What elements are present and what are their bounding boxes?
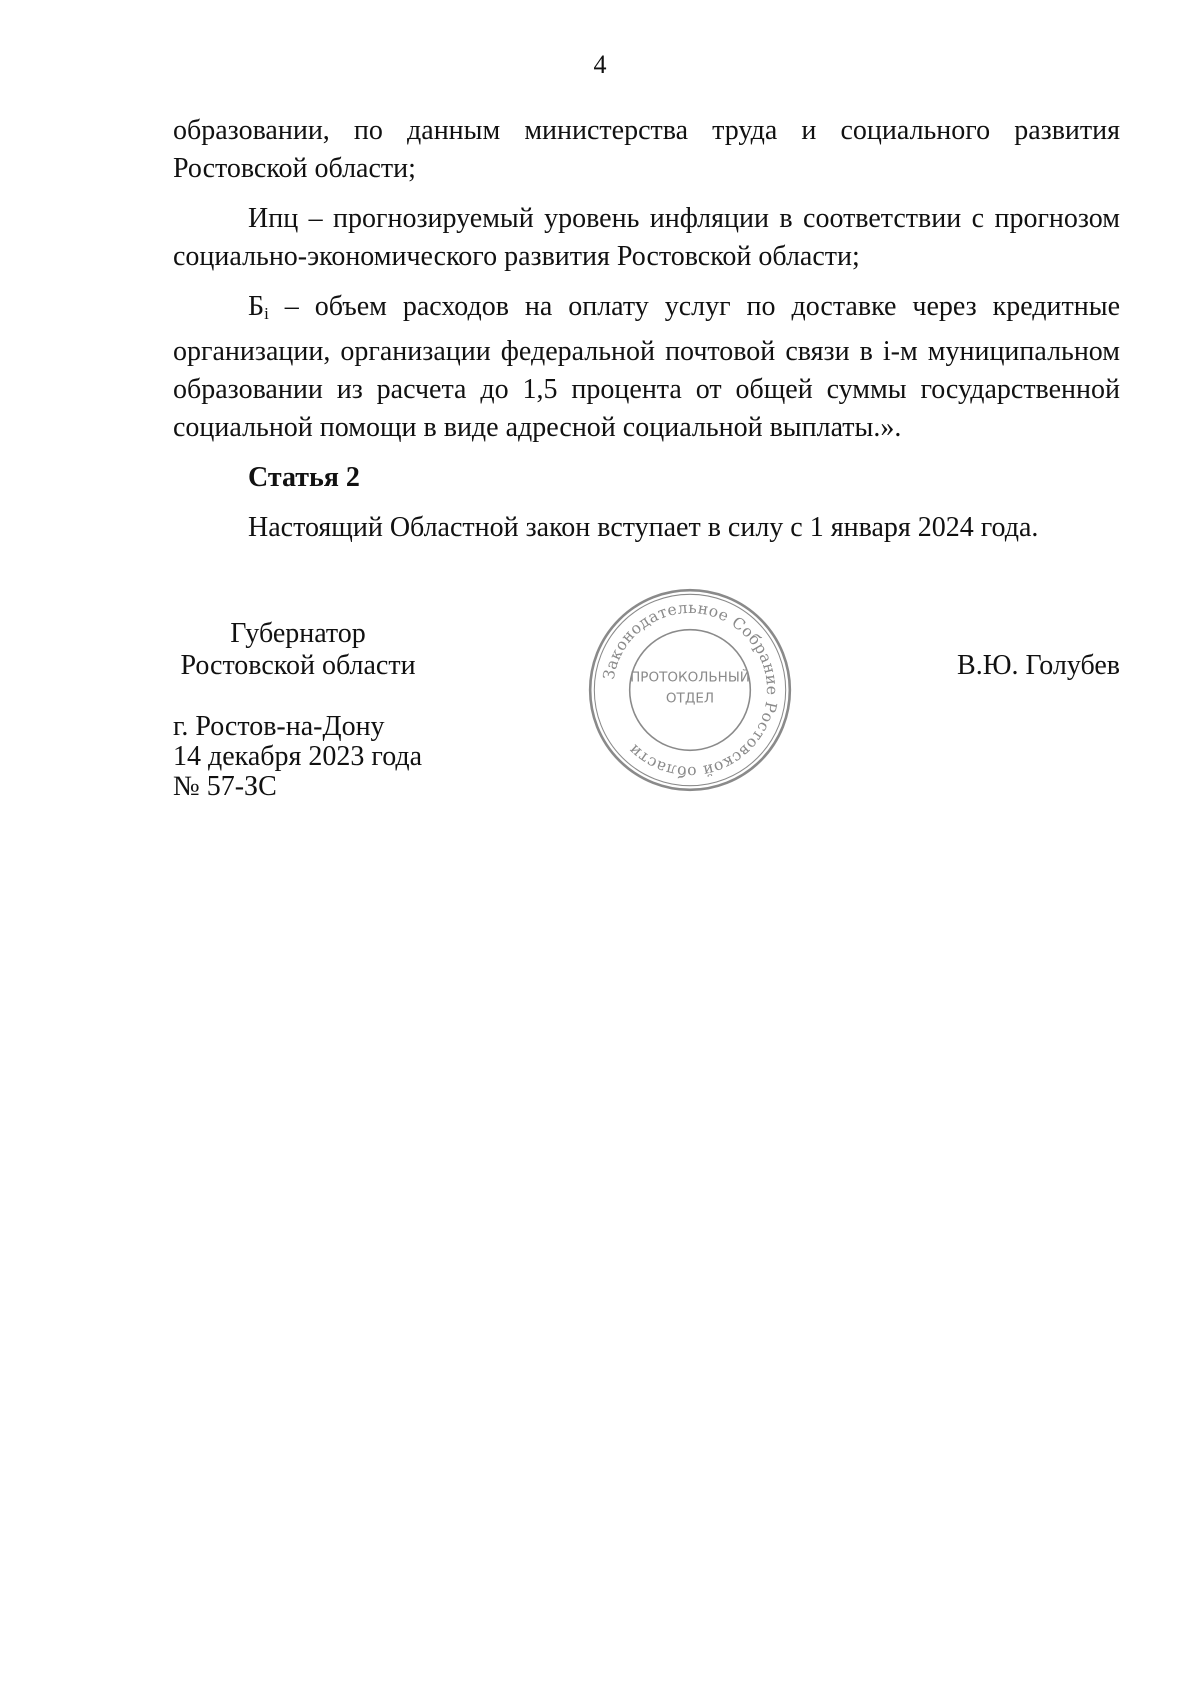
paragraph-inflation-definition <box>173 200 1120 276</box>
signatory-name: В.Ю. Голубев <box>957 650 1120 681</box>
stamp-center-line2: ОТДЕЛ <box>665 690 715 707</box>
place-date-number <box>173 712 422 802</box>
official-stamp <box>586 586 794 794</box>
stamp-seal <box>586 586 794 794</box>
signatory-title-line2: Ростовской области <box>180 650 416 681</box>
date: 14 декабря 2023 года <box>173 741 423 772</box>
stamp-center-line1: ПРОТОКОЛЬНЫЙ <box>630 669 750 686</box>
symbol-subscript: i <box>264 304 269 323</box>
signatory-title-line1: Губернатор <box>230 618 366 649</box>
paragraph-continuation: образовании, по данным министерства труда и социального развития Ростовской области; <box>173 115 1120 184</box>
article-text: Настоящий Областной закон вступает в силу с 1 января 2024 года. <box>248 512 1039 543</box>
paragraph-expenses-definition <box>173 288 1120 447</box>
definition-text: – прогнозируемый уровень инфляции в соответствии с прогнозом социально-экономического развития Ростовской области; <box>173 203 1120 272</box>
symbol-b: Б <box>248 291 265 322</box>
law-number: № 57-ЗС <box>173 771 277 802</box>
article-heading: Статья 2 <box>248 462 360 493</box>
stamp-ring-text: Законодательное Собрание Ростовской области <box>599 598 781 782</box>
signatory-title <box>173 618 423 682</box>
symbol-ipc: Ипц <box>248 203 299 234</box>
definition-text: – объем расходов на оплату услуг по доставке через кредитные организации, организации федеральной почтовой связи в i-м муниципальном образовании из расчета до 1,5 процента от общей суммы государственной социальной помощи в виде адресной социальной выплаты.». <box>173 291 1120 443</box>
page-number: 4 <box>593 50 607 79</box>
document-body <box>173 112 1120 559</box>
city: г. Ростов-на-Дону <box>173 711 385 742</box>
